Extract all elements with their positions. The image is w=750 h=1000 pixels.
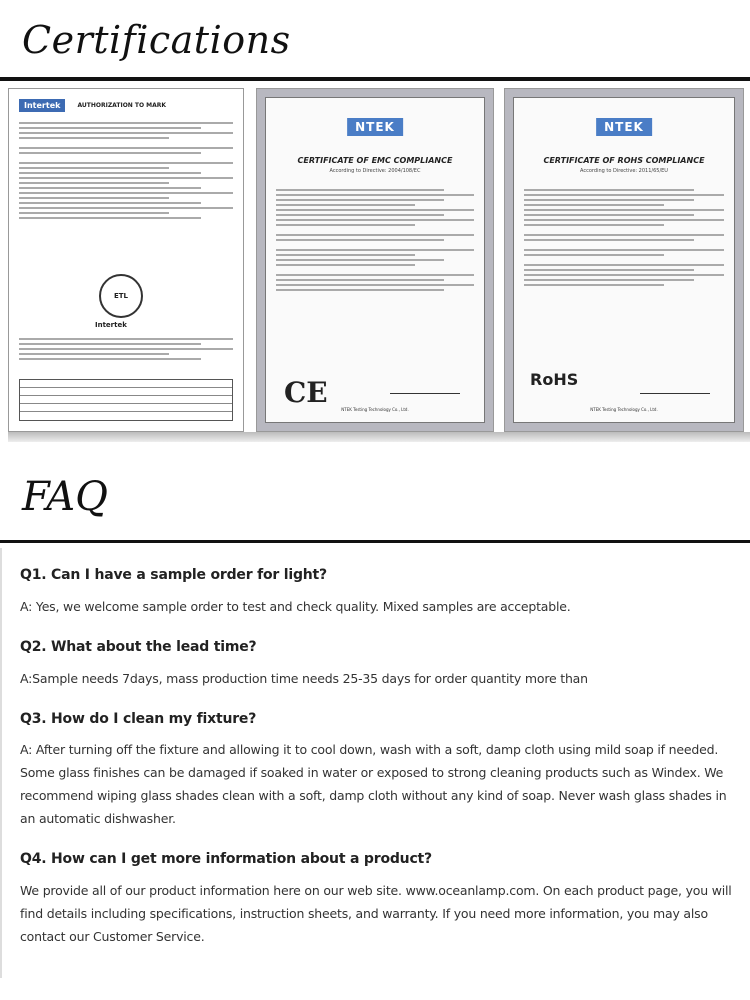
faq-question-2: Q2. What about the lead time? xyxy=(20,639,257,655)
rohs-directive: According to Directive: 2011/65/EU xyxy=(580,168,668,174)
faq-answer-1: A: Yes, we welcome sample order to test and check quality. Mixed samples are acceptable. xyxy=(20,599,571,614)
intertek-body-text xyxy=(19,119,233,222)
rohs-paper xyxy=(513,97,735,423)
intertek-header xyxy=(19,99,166,112)
faq-question-1: Q1. Can I have a sample order for light? xyxy=(20,567,327,583)
certificates-shadow xyxy=(8,432,750,442)
emc-paper xyxy=(265,97,485,423)
intertek-title: AUTHORIZATION TO MARK xyxy=(77,102,167,109)
etl-mark-icon: ETL xyxy=(99,274,143,318)
emc-footer: NTEK Testing Technology Co., Ltd. xyxy=(341,407,409,412)
rohs-footer: NTEK Testing Technology Co., Ltd. xyxy=(590,407,658,412)
faq-answer-3: A: After turning off the fixture and allowing it to cool down, wash with a soft, damp cloth using mild soap if needed. Some glass finishes can be damaged if soaked in water or exposed to strong cleaning products such as Windex. We recommend wiping glass shades clean with a soft, damp cloth without any kind of soap. Never wash glass shades in an automatic dishwasher. xyxy=(20,742,727,826)
faq-question-3: Q3. How do I clean my fixture? xyxy=(20,711,257,727)
intertek-logo: Intertek xyxy=(19,99,65,112)
ntek-logo: NTEK xyxy=(596,118,652,136)
rohs-mark-icon: RoHS xyxy=(530,370,579,389)
rohs-signature xyxy=(640,378,710,394)
certifications-heading: Certifications xyxy=(22,18,291,62)
ce-mark-icon: CE xyxy=(284,376,328,409)
rohs-certificate xyxy=(504,88,744,432)
ntek-logo: NTEK xyxy=(347,118,403,136)
faq-panel-edge xyxy=(0,548,2,978)
intertek-certificate xyxy=(8,88,244,432)
faq-answer-4: We provide all of our product information here on our web site. www.oceanlamp.com. On each product page, you will find details including specifications, instruction sheets, and warranty. If you need more information, you may also contact our Customer Service. xyxy=(20,883,732,944)
intertek-notes xyxy=(19,335,233,363)
intertek-mark-label: Intertek xyxy=(95,321,127,329)
faq-heading: FAQ xyxy=(22,474,108,520)
rohs-title: CERTIFICATE OF ROHS COMPLIANCE xyxy=(543,156,705,165)
faq-question-4: Q4. How can I get more information about a product? xyxy=(20,851,432,867)
emc-signature xyxy=(390,378,460,394)
intertek-standards-table xyxy=(19,379,233,421)
faq-divider xyxy=(0,540,750,543)
emc-directive: According to Directive: 2004/108/EC xyxy=(329,168,421,174)
faq-answer-2: A:Sample needs 7days, mass production time needs 25-35 days for order quantity more than xyxy=(20,671,588,686)
emc-title: CERTIFICATE OF EMC COMPLIANCE xyxy=(297,156,453,165)
rohs-body-text xyxy=(524,186,724,289)
emc-body-text xyxy=(276,186,474,294)
emc-certificate xyxy=(256,88,494,432)
